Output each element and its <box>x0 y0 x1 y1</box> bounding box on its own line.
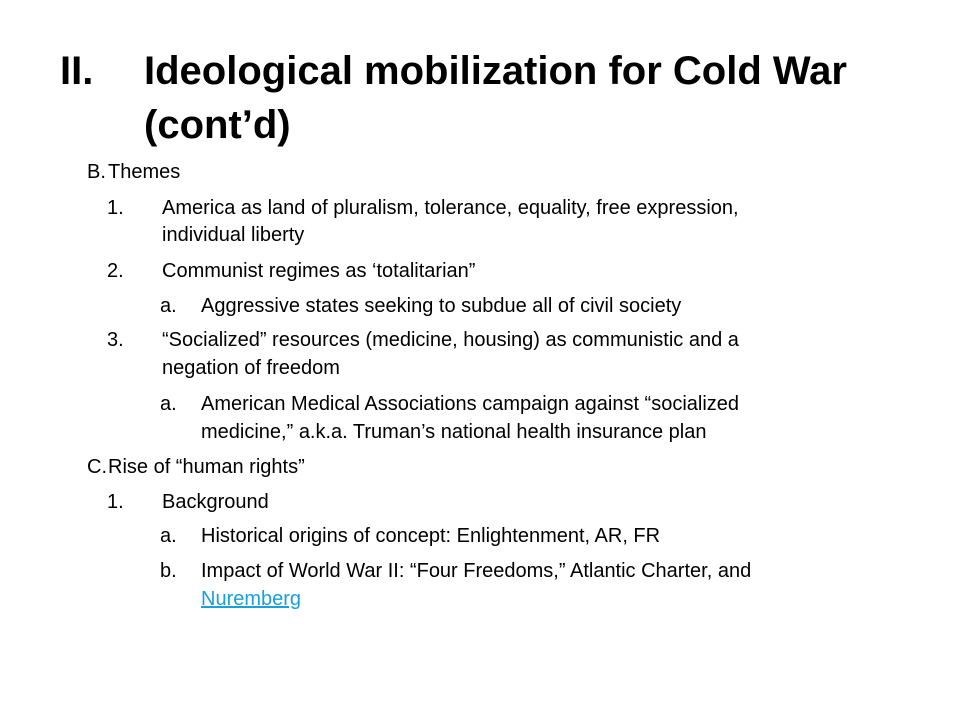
item-marker: C. <box>87 456 107 478</box>
item-marker: 1. <box>107 491 124 513</box>
item-text-line-2: medicine,” a.k.a. Truman’s national health insurance plan <box>201 421 707 443</box>
item-marker: a. <box>160 393 177 415</box>
item-marker: 2. <box>107 260 124 282</box>
item-text-line-1: America as land of pluralism, tolerance, equality, free expression, <box>162 197 739 219</box>
item-text: Background <box>162 491 269 513</box>
title-text: Ideological mobilization for Cold War (cont’d) <box>144 49 847 147</box>
item-marker: a. <box>160 295 177 317</box>
item-text: Impact of World War II: “Four Freedoms,” Atlantic Charter, and <box>201 560 752 582</box>
item-text: Historical origins of concept: Enlightenment, AR, FR <box>201 525 661 547</box>
item-text-line-2: negation of freedom <box>162 357 340 379</box>
item-marker: 3. <box>107 329 124 351</box>
item-text: Themes <box>108 161 181 183</box>
item-text-line-2: individual liberty <box>162 224 305 246</box>
nuremberg-link[interactable]: Nuremberg <box>201 588 302 610</box>
title-numeral: II. <box>60 49 94 93</box>
item-marker: b. <box>160 560 177 582</box>
item-marker: B. <box>87 161 106 183</box>
item-text: Communist regimes as ‘totalitarian” <box>162 260 476 282</box>
item-marker: 1. <box>107 197 124 219</box>
item-text: Rise of “human rights” <box>108 456 305 478</box>
item-marker: a. <box>160 525 177 547</box>
item-text: Aggressive states seeking to subdue all of civil society <box>201 295 682 317</box>
item-text-line-1: “Socialized” resources (medicine, housing) as communistic and a <box>162 329 739 351</box>
item-text-line-1: American Medical Associations campaign against “socialized <box>201 393 740 415</box>
